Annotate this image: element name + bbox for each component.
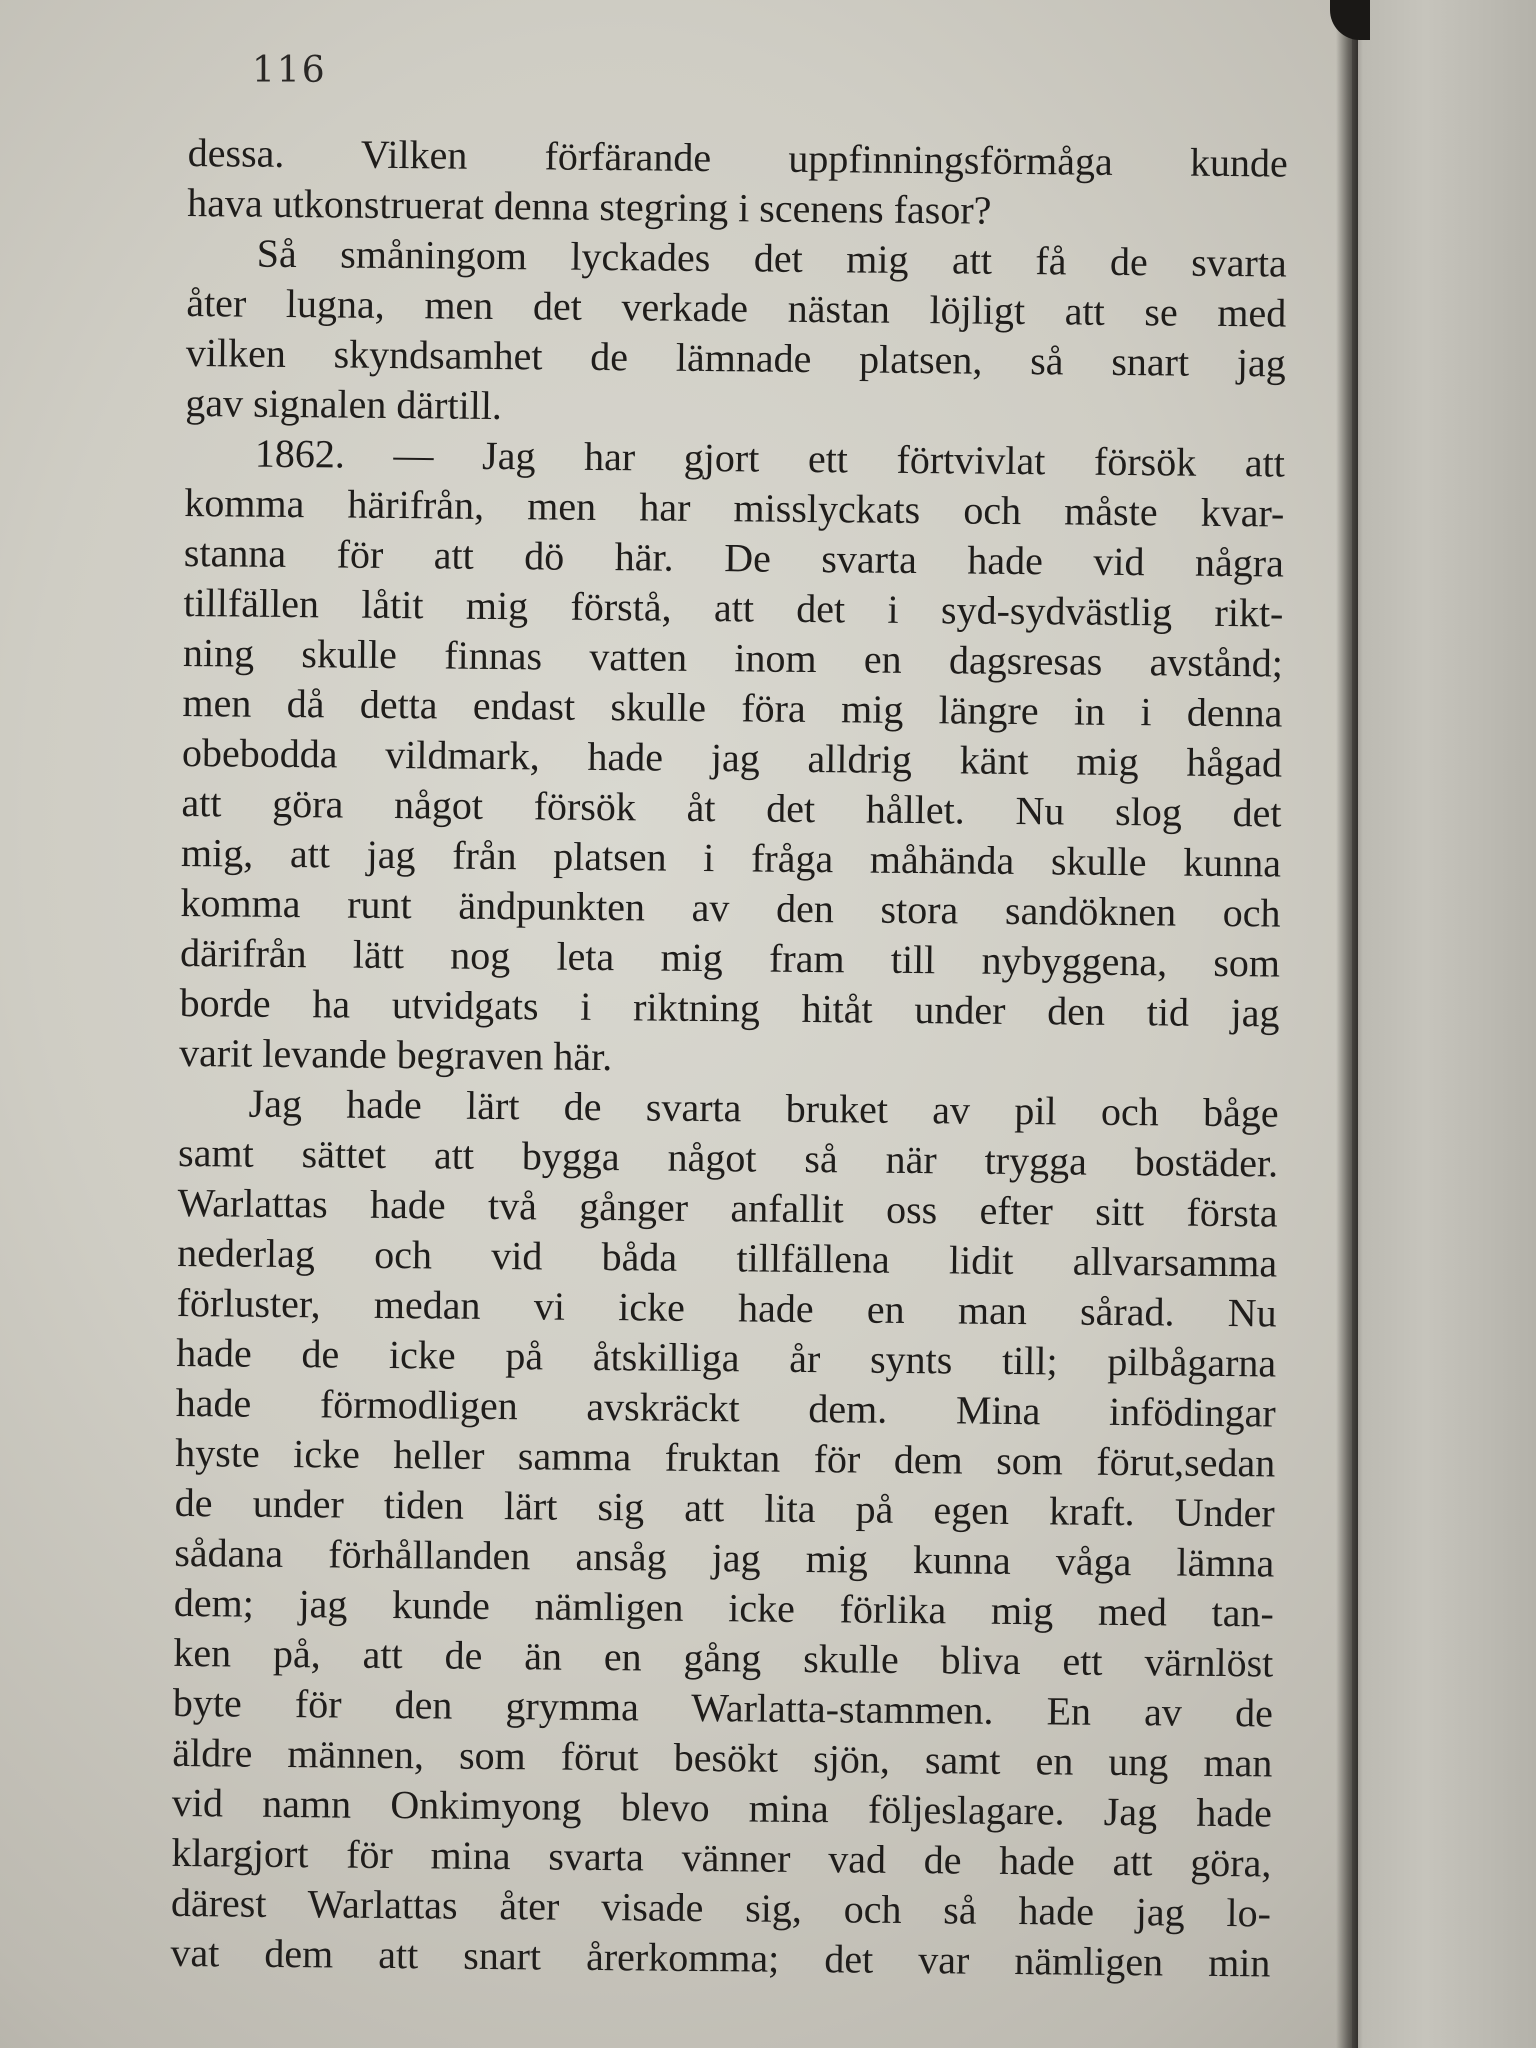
text-line: varit levande begraven här. [178,1029,613,1080]
text-line: Så småningom lyckades det mig att få de svarta [256,230,1287,286]
facing-page-edge [1352,0,1536,2048]
text-line: att göra något försök åt det hållet. Nu slog det [181,779,1282,836]
text-line: vilken skyndsamhet de lämnade platsen, så snart jag [185,329,1287,386]
text-line: komma runt ändpunkten av den stora sandöknen och [180,879,1281,936]
text-line: därifrån lätt nog leta mig fram till nybyggena, som [179,929,1281,986]
text-line: nederlag och vid båda tillfällena lidit allvarsamma [176,1229,1278,1286]
text-line: åter lugna, men det verkade nästan löjligt att se med [186,279,1287,336]
text-line: äldre männen, som förut besökt sjön, samt en ung man [172,1729,1273,1786]
text-line: borde ha utvidgats i riktning hitåt under den tid jag [179,979,1280,1036]
text-line: Jag hade lärt de svarta bruket av pil och båge [248,1080,1279,1136]
text-line: komma härifrån, men har misslyckats och måste kvar- [184,479,1285,536]
text-line: byte för den grymma Warlatta-stammen. En av de [172,1679,1274,1736]
text-line: dem; jag kunde nämligen icke förlika mig med tan- [173,1579,1275,1636]
text-line: hava utkonstruerat denna stegring i scenens fasor? [187,179,992,233]
text-line: därest Warlattas åter visade sig, och så hade jag lo- [170,1879,1272,1936]
text-line: vid namn Onkimyong blevo mina följeslagare. Jag hade [171,1779,1273,1836]
text-line: 1862. — Jag har gjort ett förtvivlat försök att [254,430,1286,486]
text-line: hade förmodligen avskräckt dem. Mina infödingar [175,1379,1276,1436]
text-line: ken på, att de än en gång skulle bliva ett värnlöst [173,1629,1274,1686]
page-number: 116 [252,50,327,91]
text-line: Warlattas hade två gånger anfallit oss efter sitt första [177,1179,1278,1236]
text-line: de under tiden lärt sig att lita på egen kraft. Under [174,1479,1275,1536]
text-line: gav signalen därtill. [185,379,503,429]
text-line: dessa. Vilken förfärande uppfinningsförmåga kunde [187,129,1288,186]
body-text [170,128,1288,1988]
text-line: tillfällen låtit mig förstå, att det i syd-sydvästlig rikt- [183,579,1284,636]
text-line: vat dem att snart årerkomma; det var nämligen min [170,1929,1271,1986]
text-line: samt sättet att bygga något så när trygga bostäder. [177,1129,1279,1186]
text-line: hade de icke på åtskilliga år synts till; pilbågarna [176,1329,1277,1386]
text-line: men då detta endast skulle föra mig längre in i denna [182,679,1283,736]
text-line: stanna för att dö här. De svarta hade vid några [183,529,1285,586]
book-gutter-shadow [1336,0,1358,2048]
text-line: sådana förhållanden ansåg jag mig kunna våga lämna [174,1529,1275,1586]
text-line: förluster, medan vi icke hade en man sårad. Nu [176,1279,1277,1336]
text-line: hyste icke heller samma fruktan för dem som förut,sedan [175,1429,1276,1486]
text-line: ning skulle finnas vatten inom en dagsresas avstånd; [182,629,1284,686]
text-line: obebodda vildmark, hade jag alldrig känt mig hågad [181,729,1283,786]
text-line: mig, att jag från platsen i fråga måhända skulle kunna [180,829,1282,886]
text-line: klargjort för mina svarta vänner vad de hade att göra, [171,1829,1272,1886]
